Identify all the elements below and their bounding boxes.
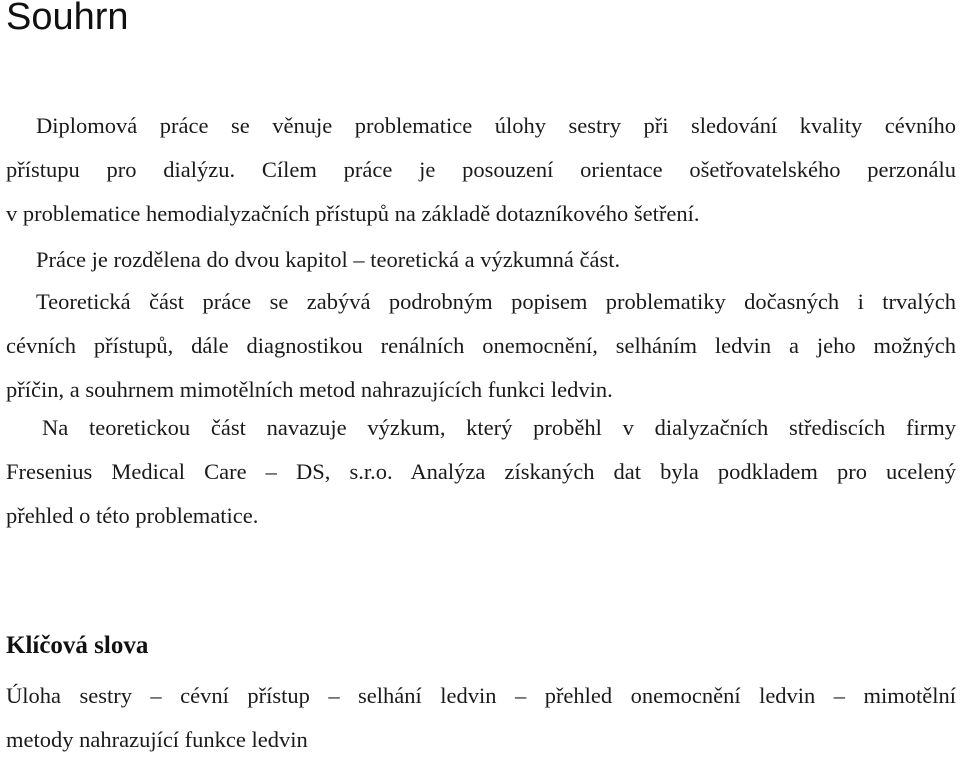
summary-paragraph-3 (6, 280, 956, 412)
summary-paragraph-1 (6, 104, 956, 236)
page-title: Souhrn (6, 0, 129, 38)
paragraph-line: v problematice hemodialyzačních přístupů na základě dotazníkového šetření. (6, 201, 700, 226)
paragraph-line: přehled o této problematice. (6, 503, 259, 528)
summary-paragraph-2 (6, 238, 956, 282)
keywords-line: metody nahrazující funkce ledvin (6, 727, 308, 752)
paragraph-line: Na teoretickou část navazuje výzkum, který proběhl v dialyzačních střediscích firmy (42, 415, 956, 440)
paragraph-line: přístupu pro dialýzu. Cílem práce je posouzení orientace ošetřovatelského perzonálu (6, 157, 956, 182)
keywords-paragraph (6, 674, 956, 762)
keywords-line: Úloha sestry – cévní přístup – selhání ledvin – přehled onemocnění ledvin – mimotělní (6, 683, 956, 708)
summary-paragraph-4 (6, 406, 956, 538)
keywords-heading: Klíčová slova (6, 632, 149, 659)
paragraph-line: Práce je rozdělena do dvou kapitol – teoretická a výzkumná část. (36, 247, 621, 272)
paragraph-line: Teoretická část práce se zabývá podrobným popisem problematiky dočasných i trvalých (36, 289, 956, 314)
paragraph-line: Diplomová práce se věnuje problematice úlohy sestry při sledování kvality cévního (36, 113, 956, 138)
paragraph-line: Fresenius Medical Care – DS, s.r.o. Analýza získaných dat byla podkladem pro ucelený (6, 459, 956, 484)
paragraph-line: cévních přístupů, dále diagnostikou renálních onemocnění, selháním ledvin a jeho možných (6, 333, 956, 358)
paragraph-line: příčin, a souhrnem mimotělních metod nahrazujících funkci ledvin. (6, 377, 613, 402)
